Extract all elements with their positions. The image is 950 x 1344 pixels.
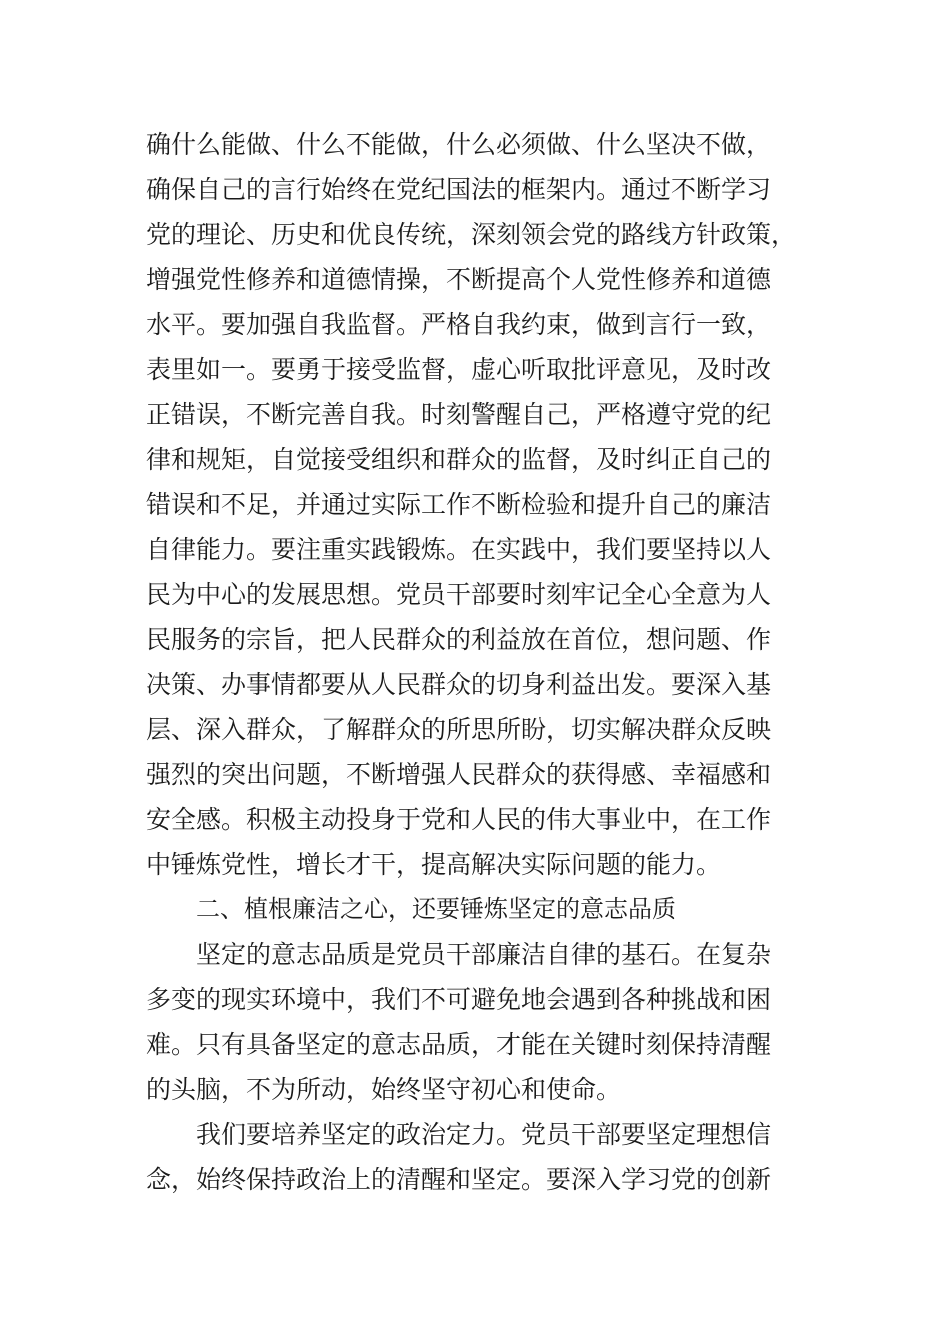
text-line: 的头脑，不为所动，始终坚守初心和使命。 — [146, 1075, 622, 1104]
text-line: 安全感。积极主动投身于党和人民的伟大事业中，在工作 — [146, 805, 772, 834]
section-heading: 二、植根廉洁之心，还要锤炼坚定的意志品质 — [196, 895, 676, 923]
paragraph-first-line: 我们要培养坚定的政治定力。党员干部要坚定理想信 — [196, 1120, 772, 1149]
text-line: 错误和不足，并通过实际工作不断检验和提升自己的廉洁 — [146, 490, 772, 519]
text-line: 多变的现实环境中，我们不可避免地会遇到各种挑战和困 — [146, 985, 772, 1014]
text-line: 民服务的宗旨，把人民群众的利益放在首位，想问题、作 — [146, 625, 772, 654]
text-line: 难。只有具备坚定的意志品质，才能在关键时刻保持清醒 — [146, 1030, 772, 1059]
text-line: 确保自己的言行始终在党纪国法的框架内。通过不断学习 — [146, 175, 772, 204]
text-line: 民为中心的发展思想。党员干部要时刻牢记全心全意为人 — [146, 580, 772, 609]
text-line: 党的理论、历史和优良传统，深刻领会党的路线方针政策， — [146, 220, 796, 249]
text-line: 确什么能做、什么不能做，什么必须做、什么坚决不做， — [146, 130, 772, 159]
text-line: 层、深入群众，了解群众的所思所盼，切实解决群众反映 — [146, 715, 772, 744]
text-line: 中锤炼党性，增长才干，提高解决实际问题的能力。 — [146, 850, 722, 879]
text-line: 正错误，不断完善自我。时刻警醒自己，严格遵守党的纪 — [146, 400, 772, 429]
text-line: 决策、办事情都要从人民群众的切身利益出发。要深入基 — [146, 670, 772, 699]
text-line: 强烈的突出问题，不断增强人民群众的获得感、幸福感和 — [146, 760, 772, 789]
text-line: 念，始终保持政治上的清醒和坚定。要深入学习党的创新 — [146, 1165, 772, 1194]
text-line: 表里如一。要勇于接受监督，虚心听取批评意见，及时改 — [146, 355, 772, 384]
text-line: 自律能力。要注重实践锻炼。在实践中，我们要坚持以人 — [146, 535, 772, 564]
text-line: 增强党性修养和道德情操，不断提高个人党性修养和道德 — [146, 265, 772, 294]
text-line: 水平。要加强自我监督。严格自我约束，做到言行一致， — [146, 310, 772, 339]
body-text — [146, 122, 796, 1202]
text-line: 律和规矩，自觉接受组织和群众的监督，及时纠正自己的 — [146, 445, 772, 474]
paragraph-first-line: 坚定的意志品质是党员干部廉洁自律的基石。在复杂 — [196, 940, 772, 969]
